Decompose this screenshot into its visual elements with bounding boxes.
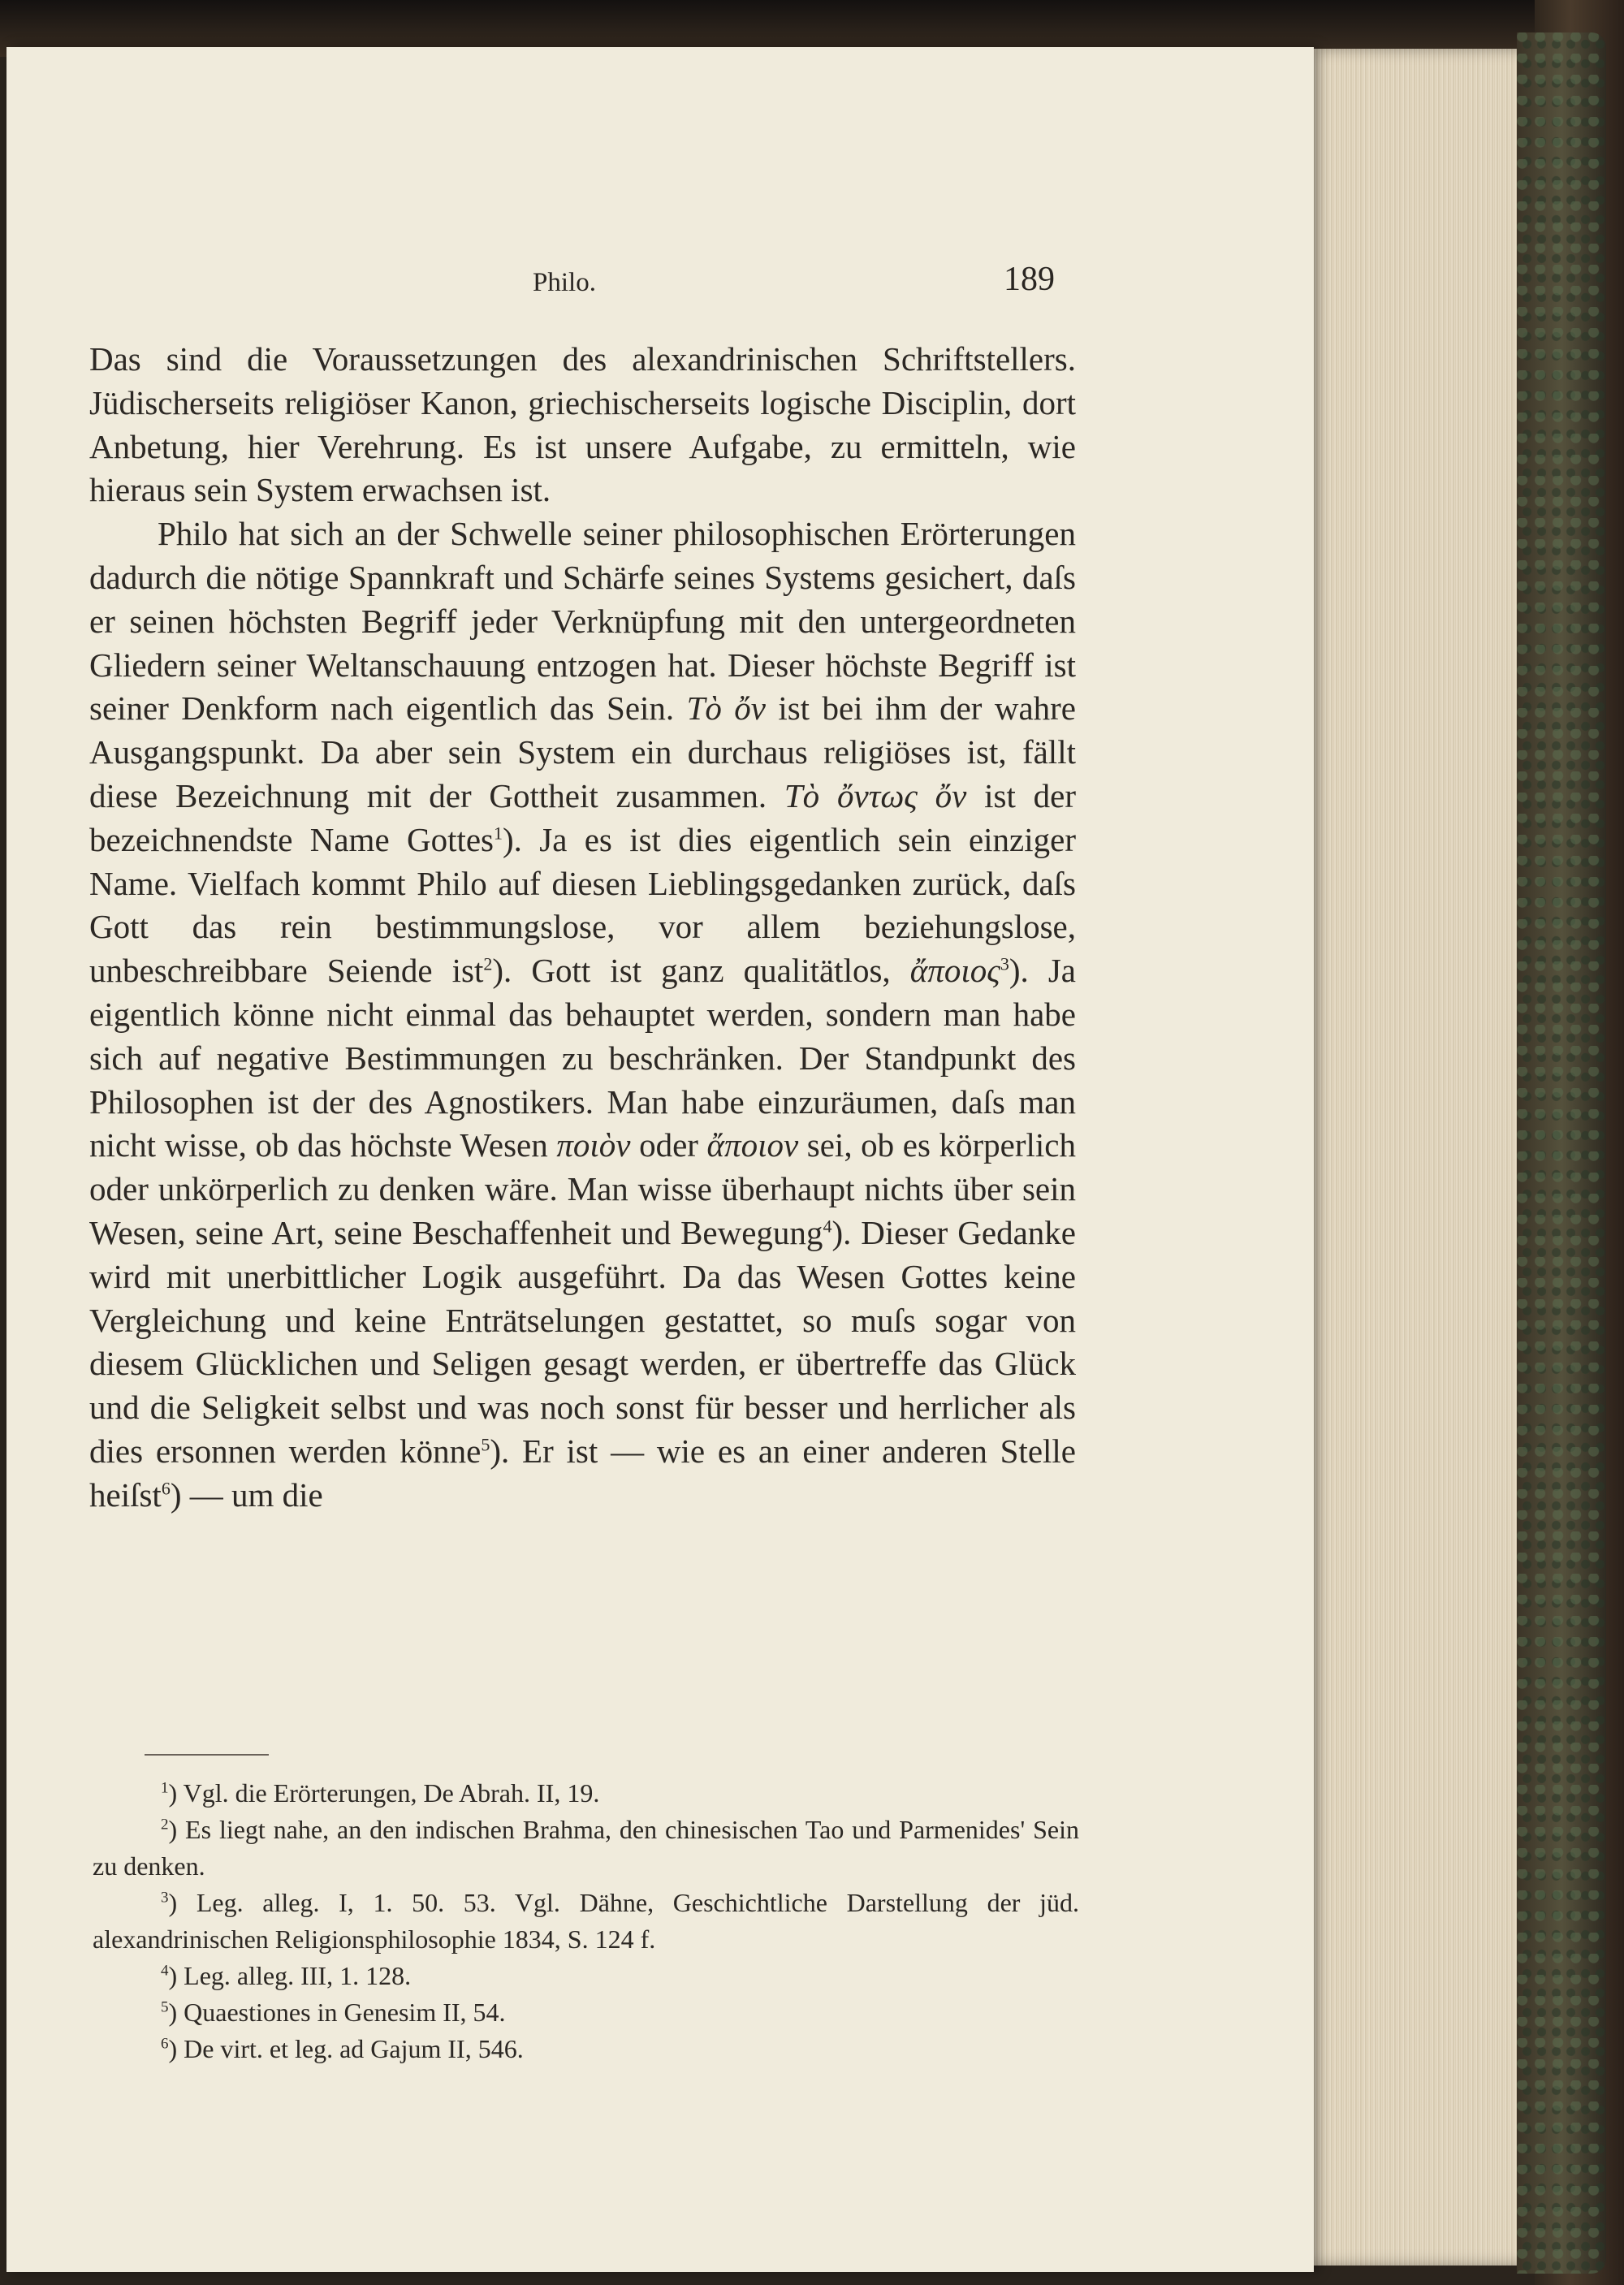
text-run: sei, ob es körperlich oder unkörperlich zu denken wäre. Man wisse überhaupt nichts über sein Wesen, seine Art, seine Beschaffenheit und Bewegung xyxy=(89,1126,1076,1251)
footnote-ref: 6 xyxy=(161,1478,171,1499)
footnote-text: ) Es liegt nahe, an den indischen Brahma, den chinesischen Tao und Parmenides' Sein zu denken. xyxy=(93,1815,1079,1881)
footnote-ref: 3 xyxy=(1000,953,1009,974)
greek-term: Τὸ ὄν xyxy=(686,689,766,728)
book-cover-edge xyxy=(1517,32,1606,2274)
text-run: ist der bezeichnendste Name Gottes xyxy=(89,776,1077,858)
body-text xyxy=(89,338,1076,1518)
body-paragraph xyxy=(89,338,1076,512)
footnote xyxy=(93,1994,1079,2031)
greek-term: ποιὸν xyxy=(556,1126,631,1164)
greek-term: ἄποιον xyxy=(706,1126,799,1164)
running-head: Philo. xyxy=(533,268,596,297)
footnote-mark: 2 xyxy=(161,1816,169,1834)
text-run: oder xyxy=(630,1126,707,1164)
footnote-text: ) Leg. alleg. III, 1. 128. xyxy=(168,1961,412,1990)
text-run: ist bei ihm der wahre Ausgangspunkt. Da aber sein System ein durchaus religiöses ist, fällt diese Bezeichnung mit der Gottheit zusammen. xyxy=(89,689,1076,814)
text-run: ). Gott ist ganz qualitätlos, xyxy=(492,952,910,990)
footnote-mark: 1 xyxy=(161,1779,169,1797)
text-run: ). Dieser Gedanke wird mit unerbittlicher Logik ausgeführt. Da das Wesen Gottes keine Vergleichung und keine Enträtselungen gestattet, so muſs sogar von diesem Glücklichen und Seligen gesagt werden, er übertreffe das Glück und die Seligkeit selbst und was noch sonst für besser und herrlicher als dies ersonnen werden könne xyxy=(89,1213,1076,1470)
text-run: Philo hat sich an der Schwelle seiner philosophischen Erörterungen dadurch die nötige Spannkraft und Schärfe seines Systems gesichert, daſs er seinen höchsten Begriff jeder Verknüpfung mit den untergeordneten Gliedern seiner Weltanschauung entzogen hat. Dieser höchste Begriff ist seiner Denkform nach eigentlich das Sein. xyxy=(89,515,1076,728)
text-run: ) — um die xyxy=(170,1475,323,1514)
book-page xyxy=(6,47,1314,2272)
text-run: ). Ja eigentlich könne nicht einmal das behauptet werden, sondern man habe sich auf negative Bestimmungen zu beschränken. Der Standpunkt des Philosophen ist der des Agnostikers. Man habe einzuräumen, daſs man nicht wisse, ob das höchste Wesen xyxy=(89,952,1077,1164)
footnote xyxy=(93,2031,1079,2067)
footnote-text: ) Vgl. die Erörterungen, De Abrah. II, 19. xyxy=(168,1778,600,1808)
footnote-mark: 5 xyxy=(161,1998,169,2016)
text-run: Das sind die Voraussetzungen des alexandrinischen Schriftstellers. Jüdischerseits religiöser Kanon, griechischerseits logische Disciplin, dort Anbetung, hier Verehrung. Es ist unsere Aufgabe, zu ermitteln, wie hieraus sein System erwachsen ist. xyxy=(89,340,1076,509)
footnote-mark: 3 xyxy=(161,1889,169,1907)
text-run: ). Ja es ist dies eigentlich sein einziger Name. Vielfach kommt Philo auf diesen Lieblingsgedanken zurück, daſs Gott das rein bestimmungslose, vor allem beziehungslose, unbeschreibbare Seiende ist xyxy=(89,820,1076,990)
page-header xyxy=(6,260,1314,309)
footnote xyxy=(93,1775,1079,1812)
footnote-text: ) De virt. et leg. ad Gajum II, 546. xyxy=(168,2034,524,2063)
footnote xyxy=(93,1885,1079,1958)
body-paragraph xyxy=(89,512,1076,1517)
greek-term: ἄποιος xyxy=(909,952,1000,990)
footnotes xyxy=(93,1775,1079,2067)
text-run: ). Er ist — wie es an einer anderen Stelle heiſst xyxy=(89,1432,1077,1514)
footnote-ref: 5 xyxy=(481,1434,490,1455)
footnote xyxy=(93,1958,1079,1994)
book-page-edges xyxy=(1311,49,1548,2266)
footnote-rule xyxy=(145,1754,269,1756)
footnote-ref: 4 xyxy=(823,1216,832,1237)
footnote-ref: 2 xyxy=(483,953,493,974)
greek-term: Τὸ ὄντως ὄν xyxy=(784,776,967,814)
footnote-text: ) Quaestiones in Genesim II, 54. xyxy=(168,1998,506,2027)
footnote xyxy=(93,1812,1079,1885)
footnote-mark: 6 xyxy=(161,2035,169,2053)
page-number: 189 xyxy=(1004,261,1055,298)
footnote-text: ) Leg. alleg. I, 1. 50. 53. Vgl. Dähne, Geschichtliche Darstellung der jüd. alexandrinischen Religionsphilosophie 1834, S. 124 f. xyxy=(93,1888,1079,1954)
footnote-mark: 4 xyxy=(161,1962,169,1980)
footnote-ref: 1 xyxy=(494,823,503,844)
